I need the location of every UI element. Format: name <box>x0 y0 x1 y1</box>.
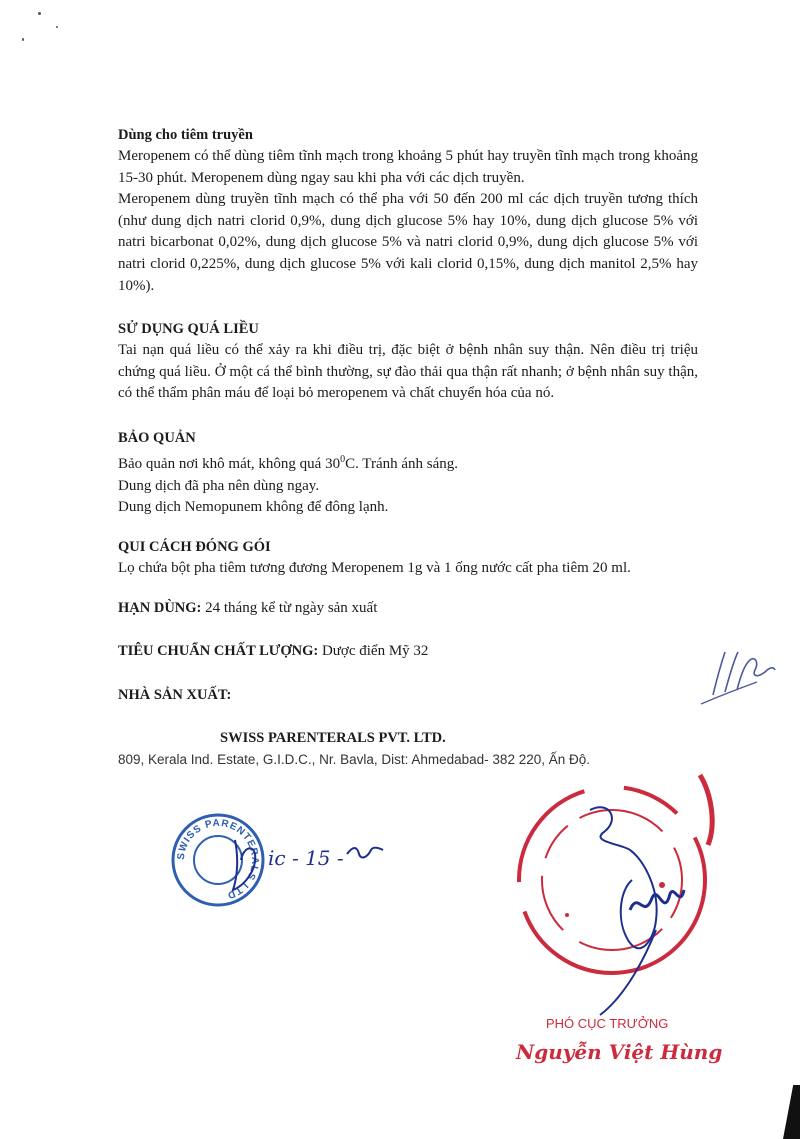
section-heading: QUI CÁCH ĐÓNG GÓI <box>118 539 271 555</box>
section-injection <box>118 125 698 297</box>
manufacturer-name: SWISS PARENTERALS PVT. LTD. <box>220 730 446 746</box>
paragraph: Lọ chứa bột pha tiêm tương đương Meropenem 1g và 1 ống nước cất pha tiêm 20 ml. <box>118 560 631 576</box>
scan-speck <box>38 12 41 15</box>
section-heading: SỬ DỤNG QUÁ LIỀU <box>118 321 259 337</box>
storage-line <box>118 449 698 476</box>
shelf-life-value: 24 tháng kể từ ngày sản xuất <box>205 600 378 616</box>
manufacturer-label: NHÀ SẢN XUẤT: <box>118 687 232 703</box>
storage-line: Dung dịch đã pha nên dùng ngay. <box>118 477 320 494</box>
seal-text: SWISS PARENTERALS LTD <box>175 817 261 901</box>
shelf-life-label: HẠN DÙNG: <box>118 600 202 616</box>
approval-name: Nguyễn Việt Hùng <box>516 1040 723 1064</box>
section-heading: BẢO QUẢN <box>118 430 196 446</box>
approval-title: PHÓ CỤC TRƯỞNG <box>546 1016 669 1031</box>
scan-speck <box>22 38 24 41</box>
storage-text: Bảo quản nơi khô mát, không quá 30 <box>118 456 341 472</box>
manufacturer-label-row <box>118 687 231 704</box>
manufacturer-address: 809, Kerala Ind. Estate, G.I.D.C., Nr. Bavla, Dist: Ahmedabad- 382 220, Ấn Độ. <box>118 752 590 767</box>
signature-tail <box>345 842 385 862</box>
paragraph: Tai nạn quá liều có thể xảy ra khi điều trị, đặc biệt ở bệnh nhân suy thận. Nên điều trị triệu chứng quá liều. Ở một cá thể bình thường, sự đào thải qua thận rất nhanh; ở bệnh nhân suy thận, có thể thẩm phân máu để loại bỏ meropenem và chất chuyển hóa của nó. <box>118 342 698 402</box>
storage-text: C. Tránh ánh sáng. <box>345 456 459 472</box>
company-signature: ic - 15 - <box>268 846 344 870</box>
section-packaging <box>118 537 698 580</box>
scan-edge-mark <box>783 1085 800 1139</box>
standard-label: TIÊU CHUẨN CHẤT LƯỢNG: <box>118 643 319 659</box>
storage-line: Dung dịch Nemopunem không để đông lạnh. <box>118 499 389 516</box>
section-storage <box>118 428 698 519</box>
standard-row <box>118 643 428 660</box>
paragraph: Meropenem dùng truyền tĩnh mạch có thể pha với 50 đến 200 ml các dịch truyền tương thích (như dung dịch natri clorid 0,9%, dung dịch glucose 5% hay 10%, dung dịch glucose 5% với natri bicarbonat 0,02%, dung dịch glucose 5% và natri clorid 0,9%, dung dịch glucose 5% với natri clorid 0,225%, dung dịch glucose 5% với kali clorid 0,15%, dung dịch manitol 2,5% hay 10%). <box>118 191 698 294</box>
degree-sup: 0 <box>340 454 346 465</box>
shelf-life-row <box>118 600 377 617</box>
paragraph: Meropenem có thể dùng tiêm tĩnh mạch trong khoảng 5 phút hay truyền tĩnh mạch trong khoảng 15-30 phút. Meropenem dùng ngay sau khi pha với các dịch truyền. <box>118 148 698 186</box>
director-signature <box>560 790 700 1020</box>
standard-value: Dược điển Mỹ 32 <box>321 643 429 659</box>
scan-speck <box>56 26 58 28</box>
signature-initials <box>695 630 785 710</box>
section-overdose <box>118 319 698 405</box>
section-heading: Dùng cho tiêm truyền <box>118 127 253 143</box>
